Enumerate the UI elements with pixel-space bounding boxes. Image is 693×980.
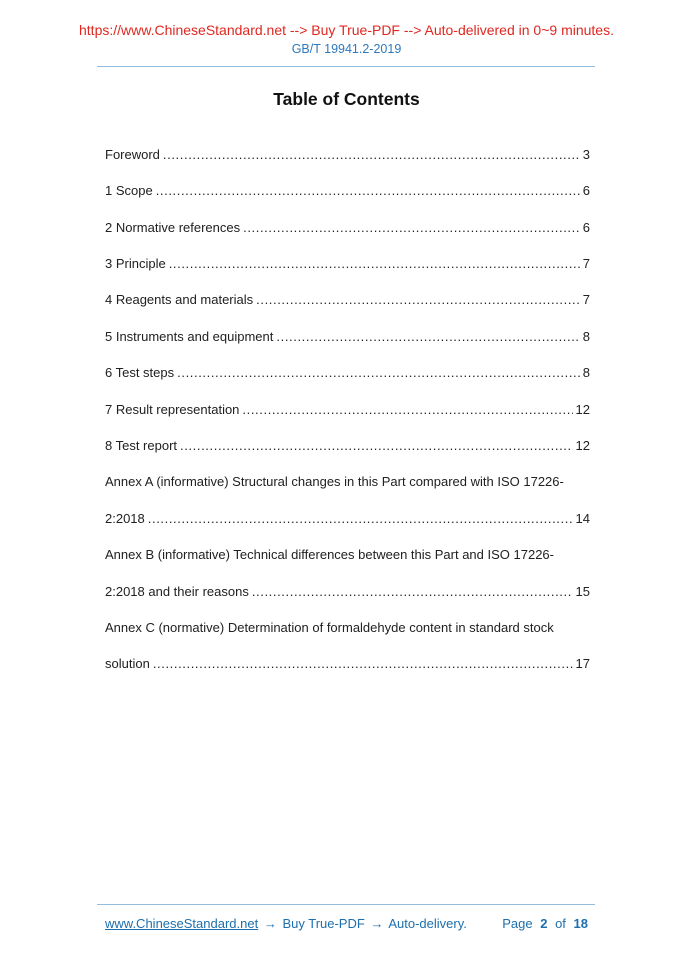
toc-entry-text: 5 Instruments and equipment	[105, 328, 274, 344]
page-title: Table of Contents	[273, 89, 420, 109]
toc-entry-text: 6 Test steps	[105, 365, 175, 381]
toc-dot-leader	[276, 329, 579, 344]
toc-dot-leader	[242, 402, 572, 417]
footer-promo-line	[105, 916, 467, 931]
page-indicator-total: 18	[573, 915, 588, 931]
toc-entry-text: Annex C (normative) Determination of formaldehyde content in standard stock	[105, 619, 554, 635]
toc-dot-leader	[177, 365, 580, 380]
toc-entry-text: Annex A (informative) Structural changes in this Part compared with ISO 17226-	[105, 474, 564, 490]
toc-dot-leader	[180, 438, 573, 453]
toc-dot-leader	[243, 220, 580, 235]
page-indicator-current: 2	[540, 915, 548, 931]
toc-entry-page: 8	[582, 328, 590, 344]
toc-entry-text: 2:2018	[105, 510, 145, 526]
toc-entry-text: solution	[105, 656, 150, 672]
toc-dot-leader	[148, 511, 573, 526]
toc-entry-text: 4 Reagents and materials	[105, 292, 254, 308]
footer	[105, 913, 590, 933]
toc-entry	[105, 209, 590, 245]
arrow-right-icon: →	[263, 915, 277, 931]
toc-entry-page: 6	[582, 183, 590, 199]
standard-number: GB/T 19941.2-2019	[291, 42, 402, 56]
toc-entry	[105, 646, 590, 682]
toc-dot-leader	[153, 656, 573, 671]
toc-entry-text: 7 Result representation	[105, 401, 240, 417]
toc-entry	[105, 172, 590, 208]
toc-dot-leader	[156, 183, 580, 198]
page-indicator-of: of	[555, 915, 566, 931]
footer-site-link[interactable]: www.ChineseStandard.net	[105, 915, 259, 931]
footer-delivery-text: Auto-delivery.	[388, 915, 467, 931]
toc-entry	[105, 282, 590, 318]
toc-entry-page: 3	[582, 146, 590, 162]
toc-entry	[105, 427, 590, 463]
toc-list	[105, 136, 590, 682]
toc-entry-page: 7	[582, 292, 590, 308]
arrow-right-icon: →	[370, 915, 384, 931]
toc-entry	[105, 318, 590, 354]
toc-entry-page: 14	[575, 510, 590, 526]
toc-entry-text: 3 Principle	[105, 255, 166, 271]
toc-entry	[105, 536, 590, 572]
toc-entry-page: 8	[582, 365, 590, 381]
toc-entry-text: 8 Test report	[105, 437, 178, 453]
toc-entry-text: Foreword	[105, 146, 160, 162]
toc-entry-page: 17	[575, 656, 590, 672]
header-divider	[97, 66, 595, 67]
toc-entry-text: 1 Scope	[105, 183, 153, 199]
toc-entry-page: 12	[575, 437, 590, 453]
toc-entry-page: 12	[575, 401, 590, 417]
page-indicator	[500, 916, 590, 931]
toc-entry-page: 7	[582, 255, 590, 271]
toc-dot-leader	[252, 584, 573, 599]
toc-dot-leader	[163, 147, 580, 162]
toc-entry	[105, 500, 590, 536]
toc-entry	[105, 609, 590, 645]
toc-entry	[105, 136, 590, 172]
toc-dot-leader	[169, 256, 580, 271]
toc-entry-text: 2:2018 and their reasons	[105, 583, 249, 599]
toc-entry-text: 2 Normative references	[105, 219, 241, 235]
toc-entry	[105, 573, 590, 609]
promo-banner-text: https://www.ChineseStandard.net --> Buy True-PDF --> Auto-delivered in 0~9 minutes.	[79, 22, 614, 38]
toc-entry-page: 15	[575, 583, 590, 599]
toc-entry	[105, 391, 590, 427]
toc-entry	[105, 464, 590, 500]
footer-buy-text: Buy True-PDF	[282, 915, 365, 931]
page-indicator-label: Page	[502, 915, 533, 931]
toc-dot-leader	[256, 292, 580, 307]
footer-divider	[97, 904, 595, 905]
toc-entry	[105, 245, 590, 281]
toc-entry	[105, 354, 590, 390]
toc-entry-text: Annex B (informative) Technical differences between this Part and ISO 17226-	[105, 547, 554, 563]
toc-entry-page: 6	[582, 219, 590, 235]
